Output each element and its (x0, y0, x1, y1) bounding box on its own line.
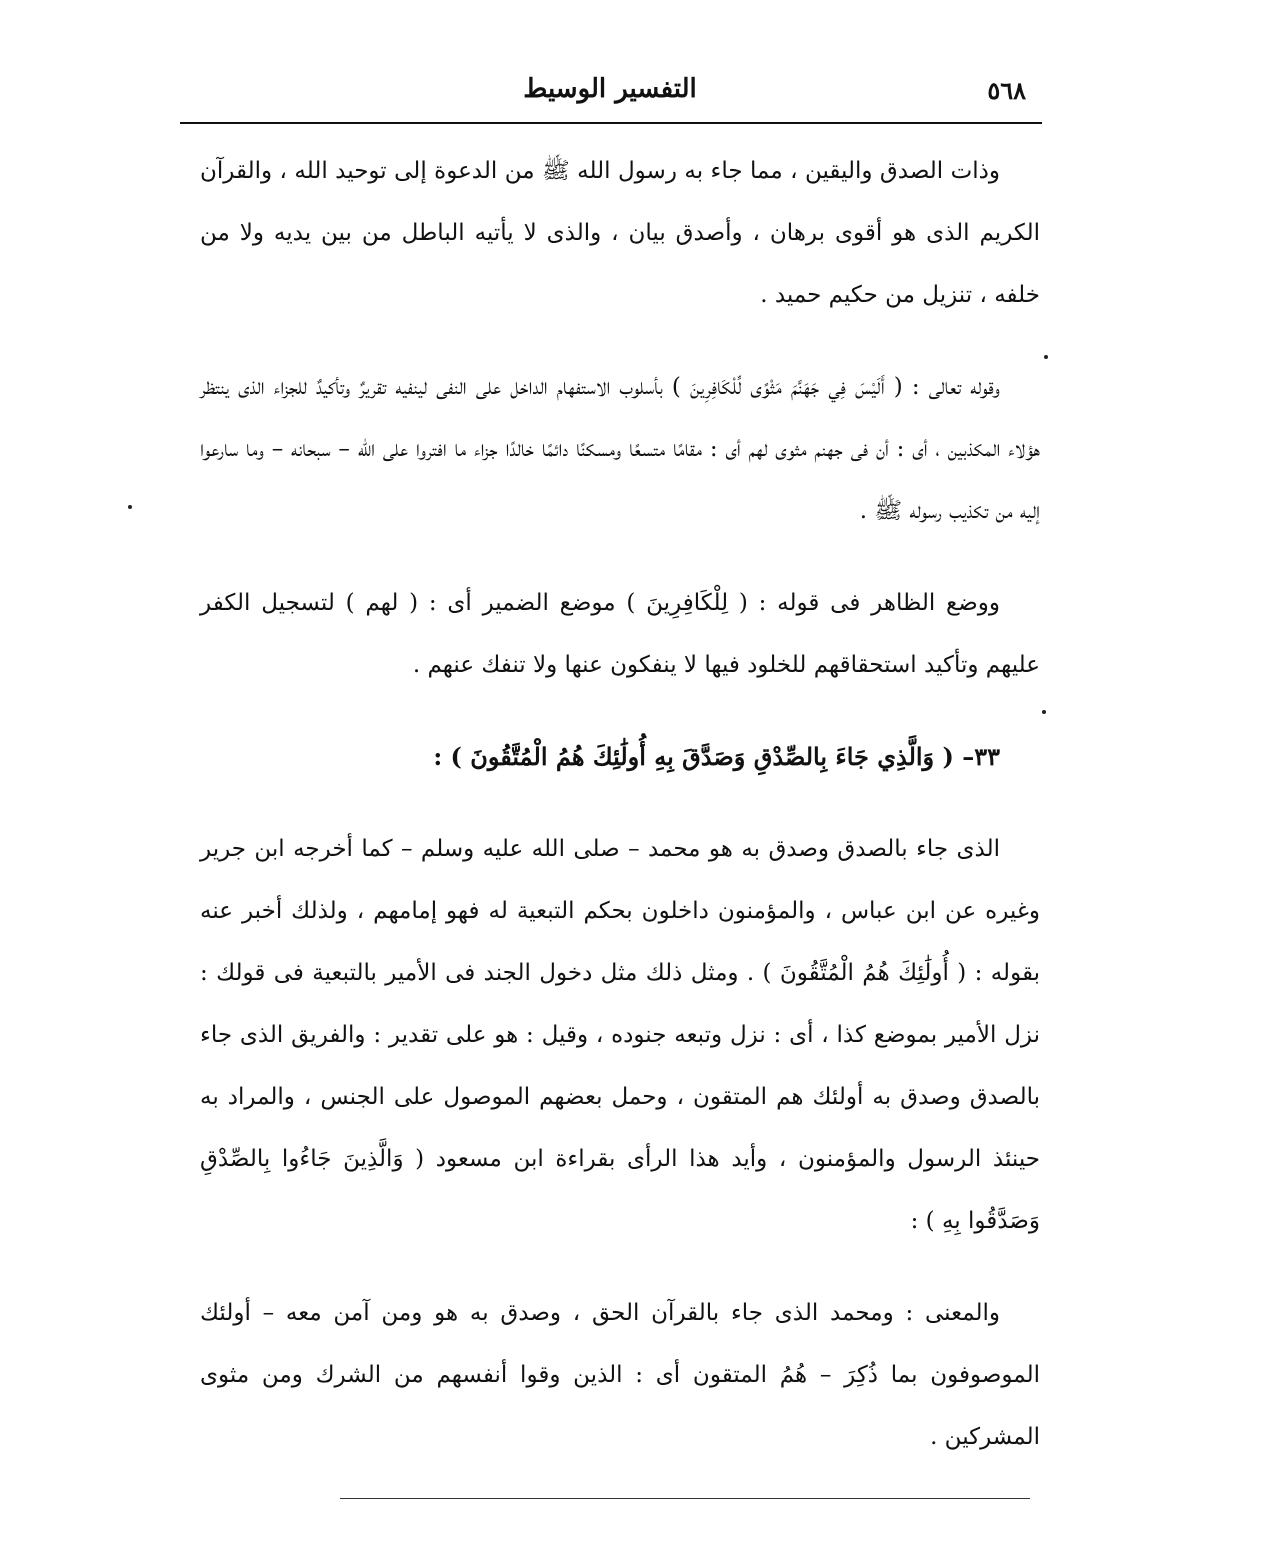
scan-speck (1044, 355, 1048, 359)
paragraph-5: والمعنى : ومحمد الذى جاء بالقرآن الحق ، وصدق به هو ومن آمن معه – أولئك الموصوفون بما ذُكِرَ – هُمُ المتقون أى : الذين وقوا أنفسهم من الشرك ومن مثوى المشركين . (200, 1300, 1040, 1450)
footer-rule (340, 1498, 1030, 1499)
paragraph-4: الذى جاء بالصدق وصدق به هو محمد – صلى الله عليه وسلم – كما أخرجه ابن جرير وغيره عن ابن عباس ، والمؤمنون داخلون بحكم التبعية له فهو إمامهم ، ولذلك أخبر عنه بقوله : ( أُولَٰئِكَ هُمُ الْمُتَّقُونَ ) . ومثل ذلك مثل دخول الجند فى الأمير بالتبعية فى قولك : نزل الأمير بموضع كذا ، أى : نزل وتبعه جنوده ، وقيل : هو على تقدير : والفريق الذى جاء بالصدق وصدق به أولئك هم المتقون ، وحمل بعضهم الموصول على الجنس ، والمراد به حينئذ الرسول والمؤمنون ، وأيد هذا الرأى بقراءة ابن مسعود ( وَالَّذِينَ جَاءُوا بِالصِّدْقِ وَصَدَّقُوا بِهِ ) : (200, 836, 1040, 1234)
paragraph-2: وقوله تعالى : ( أَلَيْسَ فِي جَهَنَّمَ مَثْوًى لِّلْكَافِرِينَ ) بأسلوب الاستفهام الداخل على النفى لينفيه تقريرٌ وتأكيدٌ للجزاء الذى ينتظر هؤلاء المكذبين ، أى : أن فى جهنم مثوى لهم أى : مقامًا متسعًا ومسكنًا دائمًا خالدًا جزاء ما افتروا على الله – سبحانه – وما سارعوا إليه من تكذيب رسوله ﷺ . (200, 374, 1040, 524)
page-number: ٥٦٨ (987, 76, 1026, 105)
paragraph-1: وذات الصدق واليقين ، مما جاء به رسول الله ﷺ من الدعوة إلى توحيد الله ، والقرآن الكريم الذى هو أقوى برهان ، وأصدق بيان ، والذى لا يأتيه الباطل من بين يديه ولا من خلفه ، تنزيل من حكيم حميد . (200, 158, 1040, 308)
running-title: التفسير الوسيط (523, 74, 697, 104)
header-rule (180, 122, 1042, 124)
page-body (200, 140, 1040, 1498)
verse-heading: ٣٣– ( وَالَّذِي جَاءَ بِالصِّدْقِ وَصَدَّقَ بِهِ أُولَٰئِكَ هُمُ الْمُتَّقُونَ ) : (433, 742, 1000, 771)
paragraph-3: ووضع الظاهر فى قوله : ( لِلْكَافِرِينَ ) موضع الضمير أى : ( لهم ) لتسجيل الكفر عليهم وتأكيد استحقاقهم للخلود فيها لا ينفكون عنها ولا تنفك عنهم . (200, 590, 1040, 678)
scan-speck (128, 505, 132, 509)
page-header (180, 70, 1040, 120)
scan-speck (1042, 710, 1046, 714)
